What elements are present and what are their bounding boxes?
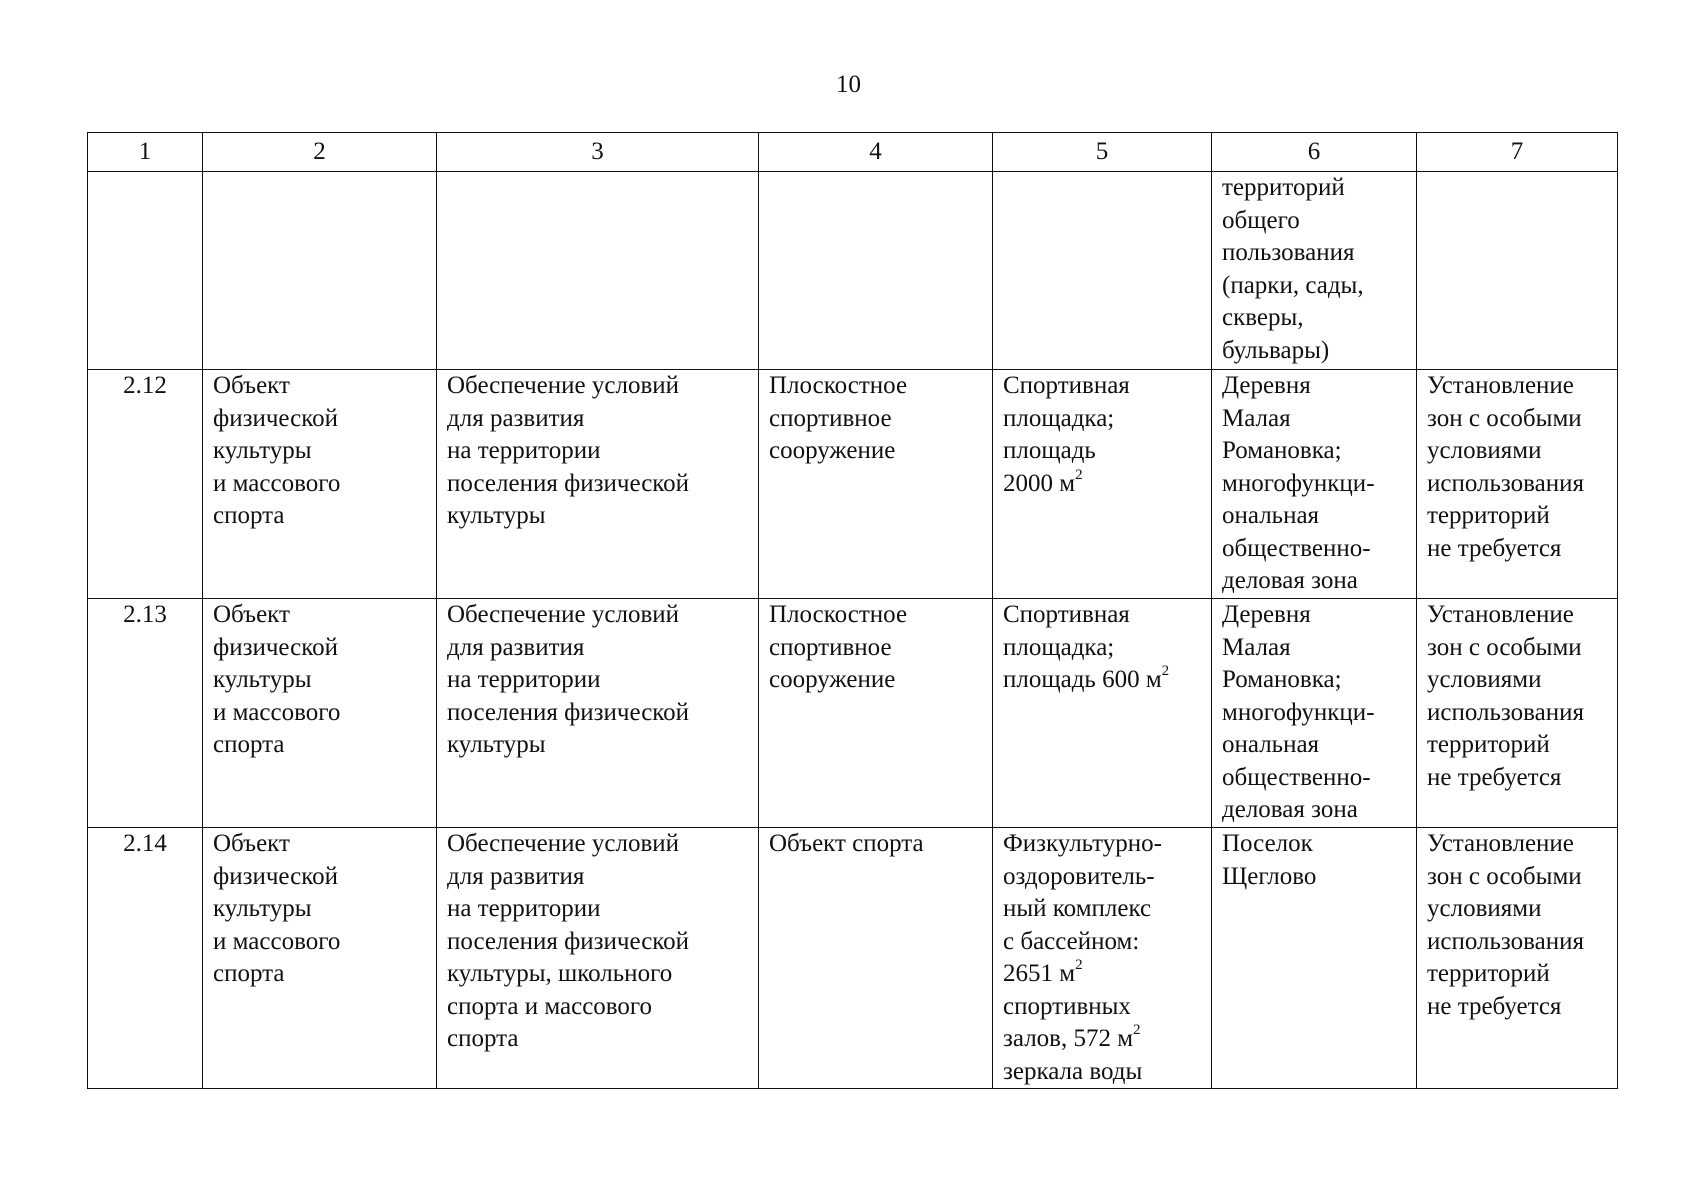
characteristics-cell	[993, 828, 1212, 1089]
column-number-header: 5	[993, 133, 1212, 172]
cell-line: Объект	[213, 830, 290, 857]
cell-line: спорта и массового	[447, 992, 653, 1020]
column-number-header: 4	[759, 133, 993, 172]
superscript-two: 2	[1075, 957, 1083, 973]
cell-line	[1003, 958, 1201, 991]
row-number: 2.13	[88, 599, 203, 828]
object-name-cell	[759, 828, 993, 1089]
cell-line: спортивное	[769, 404, 892, 432]
cell-line	[1003, 664, 1201, 697]
cell-line: культуры	[213, 437, 312, 464]
cell-line: для развития	[447, 862, 585, 890]
cell-line: не требуется	[1427, 992, 1562, 1020]
cell-line: и массового	[213, 469, 341, 497]
cell-line: спорта	[213, 731, 285, 758]
object-name-cell	[759, 370, 993, 599]
table-cell	[993, 172, 1212, 370]
cell-line: с бассейном:	[1003, 927, 1140, 955]
cell-line: Поселок	[1222, 830, 1313, 857]
cell-line: ональная	[1222, 731, 1320, 758]
cell-line: территорий	[1222, 174, 1345, 201]
zones-cell	[1417, 828, 1618, 1089]
cell-line: и массового	[213, 698, 341, 726]
cell-line: физической	[213, 862, 338, 890]
location-cell	[1212, 172, 1417, 370]
cell-line: использования	[1427, 927, 1584, 955]
purpose-cell	[437, 370, 759, 599]
cell-line: Плоскостное	[769, 601, 908, 628]
superscript-two: 2	[1161, 663, 1170, 679]
cell-line: (парки, сады,	[1222, 271, 1364, 299]
cell-line: для развития	[447, 633, 585, 661]
cell-line: зон с особыми	[1427, 404, 1582, 432]
cell-line: культуры	[447, 731, 546, 758]
cell-line: Плоскостное	[769, 372, 908, 399]
table-cell	[437, 172, 759, 370]
cell-line: использования	[1427, 469, 1584, 497]
cell-line: культуры	[213, 666, 312, 693]
column-number-header: 2	[203, 133, 437, 172]
cell-line: сооружение	[769, 437, 896, 464]
cell-line: зон с особыми	[1427, 862, 1582, 890]
location-cell	[1212, 370, 1417, 599]
cell-line: многофункци-	[1222, 469, 1375, 497]
cell-line: площадка;	[1003, 633, 1115, 661]
document-table	[87, 132, 1618, 1089]
cell-line: Деревня	[1222, 601, 1311, 628]
table-cell	[203, 172, 437, 370]
cell-line: Малая	[1222, 633, 1291, 661]
page-number: 10	[836, 71, 861, 98]
cell-line: Объект	[213, 372, 290, 399]
cell-line: не требуется	[1427, 534, 1562, 562]
column-number-header: 7	[1417, 133, 1618, 172]
cell-line: Спортивная	[1003, 372, 1130, 399]
cell-line: на территории	[447, 437, 601, 464]
cell-line: скверы,	[1222, 304, 1304, 331]
cell-line: пользования	[1222, 239, 1355, 266]
cell-line: Щеглово	[1222, 862, 1317, 890]
table-row	[88, 599, 1618, 828]
table-cell	[88, 172, 203, 370]
cell-line: условиями	[1427, 437, 1542, 464]
column-number-header: 1	[88, 133, 203, 172]
cell-line: Малая	[1222, 404, 1291, 432]
cell-line: поселения физической	[447, 469, 690, 497]
cell-line: поселения физической	[447, 698, 690, 726]
cell-line: Физкультурно-	[1003, 830, 1162, 857]
purpose-cell	[437, 828, 759, 1089]
cell-line: культуры	[213, 895, 312, 922]
column-number-header: 6	[1212, 133, 1417, 172]
cell-line: Объект спорта	[769, 830, 924, 857]
cell-line: площадь	[1003, 437, 1096, 464]
cell-line: Установление	[1427, 372, 1574, 399]
area-value: 2651 м	[1003, 960, 1076, 987]
cell-line: зон с особыми	[1427, 633, 1582, 661]
purpose-cell	[437, 599, 759, 828]
cell-line: спорта	[213, 960, 285, 987]
cell-line: Романовка;	[1222, 437, 1342, 464]
cell-line: ный комплекс	[1003, 895, 1152, 922]
object-name-cell	[759, 599, 993, 828]
cell-line: площадка;	[1003, 404, 1115, 432]
cell-line: Установление	[1427, 601, 1574, 628]
table-cell	[1417, 172, 1618, 370]
characteristics-cell	[993, 370, 1212, 599]
location-cell	[1212, 828, 1417, 1089]
cell-line: Объект	[213, 601, 290, 628]
object-type-cell	[203, 599, 437, 828]
cell-line: спорта	[447, 1025, 519, 1052]
cell-line: общего	[1222, 206, 1300, 234]
cell-line: не требуется	[1427, 763, 1562, 791]
table-cell	[759, 172, 993, 370]
zones-cell	[1417, 370, 1618, 599]
table-row	[88, 828, 1618, 1089]
cell-line: Спортивная	[1003, 601, 1130, 628]
row-number: 2.14	[88, 828, 203, 1089]
cell-line: физической	[213, 633, 338, 661]
cell-line: территорий	[1427, 731, 1550, 758]
superscript-two: 2	[1133, 1022, 1141, 1038]
cell-line: физической	[213, 404, 338, 432]
cell-line: территорий	[1427, 960, 1550, 987]
cell-line: Романовка;	[1222, 666, 1342, 693]
column-number-header: 3	[437, 133, 759, 172]
zones-cell	[1417, 599, 1618, 828]
cell-line: для развития	[447, 404, 585, 432]
cell-line: многофункци-	[1222, 698, 1375, 726]
table-row-continuation	[88, 172, 1618, 370]
cell-line: бульвары)	[1222, 336, 1330, 364]
cell-line: Обеспечение условий	[447, 830, 680, 857]
cell-line: условиями	[1427, 666, 1542, 693]
cell-line: Обеспечение условий	[447, 372, 680, 399]
cell-line: оздоровитель-	[1003, 862, 1155, 890]
cell-line: ональная	[1222, 502, 1320, 529]
cell-line	[1003, 468, 1201, 501]
location-cell	[1212, 599, 1417, 828]
superscript-two: 2	[1075, 466, 1083, 483]
cell-line: поселения физической	[447, 927, 690, 955]
cell-line: Обеспечение условий	[447, 601, 680, 628]
area-value: площадь 600 м	[1003, 666, 1162, 693]
object-type-cell	[203, 828, 437, 1089]
cell-line: условиями	[1427, 895, 1542, 922]
row-number: 2.12	[88, 370, 203, 599]
area-value: залов, 572 м	[1003, 1025, 1134, 1052]
cell-line: культуры, школьного	[447, 960, 673, 987]
cell-line: спорта	[213, 502, 285, 529]
cell-line: сооружение	[769, 666, 896, 693]
cell-line	[1003, 1023, 1201, 1056]
cell-line: зеркала воды	[1003, 1057, 1143, 1085]
cell-line: территорий	[1427, 502, 1550, 529]
table-header-row	[88, 133, 1618, 172]
cell-line: и массового	[213, 927, 341, 955]
cell-line: Установление	[1427, 830, 1574, 857]
cell-line: на территории	[447, 895, 601, 922]
table-row	[88, 370, 1618, 599]
cell-line: культуры	[447, 502, 546, 529]
cell-line: общественно-	[1222, 534, 1371, 562]
cell-line: деловая зона	[1222, 567, 1358, 594]
object-type-cell	[203, 370, 437, 599]
cell-line: спортивных	[1003, 992, 1131, 1020]
cell-line: Деревня	[1222, 372, 1311, 399]
cell-line: на территории	[447, 666, 601, 693]
cell-line: спортивное	[769, 633, 892, 661]
area-value: 2000 м	[1003, 469, 1076, 497]
cell-line: деловая зона	[1222, 796, 1358, 823]
characteristics-cell	[993, 599, 1212, 828]
cell-line: общественно-	[1222, 763, 1371, 791]
cell-line: использования	[1427, 698, 1584, 726]
